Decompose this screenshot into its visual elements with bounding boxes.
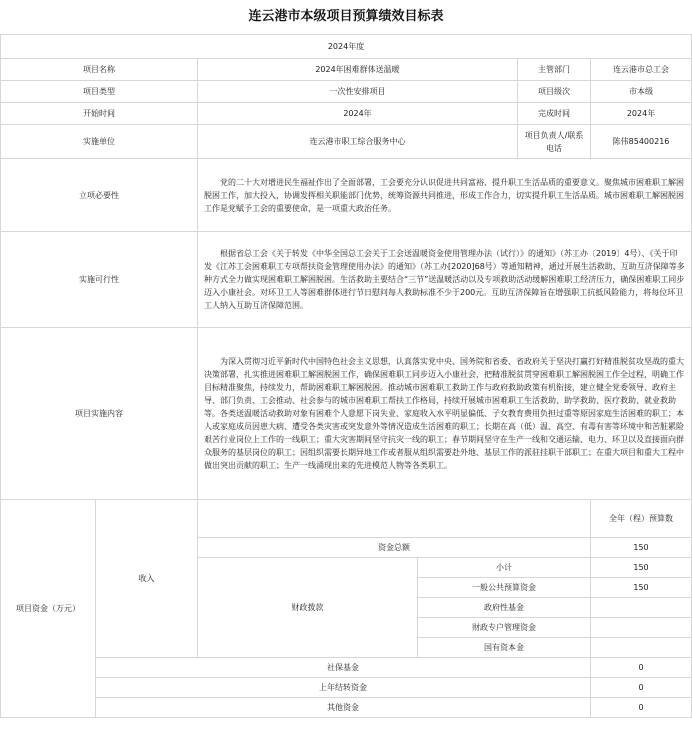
special-account-label: 财政专户管理资金 — [418, 618, 591, 638]
contact-value: 陈伟85400216 — [591, 125, 692, 159]
total-funds-value: 150 — [591, 538, 692, 558]
start-time-label: 开始时间 — [1, 103, 198, 125]
feasibility-label: 实施可行性 — [1, 232, 198, 328]
necessity-cell — [198, 159, 692, 232]
subtotal-label: 小计 — [418, 558, 591, 578]
gov-fund-label: 政府性基金 — [418, 598, 591, 618]
necessity-text: 党的二十大对增进民生福祉作出了全面部署，工会要充分认识促进共同富裕、提升职工生活品质的重要意义。聚焦城市困难职工解困脱困工作，加大投入，协调发挥相关职能部门优势，统筹资源共同推进，形成工作合力，切实提升职工生活品质。城市困难职工解困脱困工作是党赋予工会的重要使命，是一项重大政治任务。 — [204, 177, 684, 213]
unit-label: 实施单位 — [1, 125, 198, 159]
carryover-label: 上年结转资金 — [96, 678, 591, 698]
department-value: 连云港市总工会 — [591, 59, 692, 81]
content-cell — [198, 328, 692, 500]
department-label: 主管部门 — [518, 59, 591, 81]
page-title: 连云港市本级项目预算绩效目标表 — [248, 9, 444, 24]
project-level-label: 项目级次 — [518, 81, 591, 103]
subtotal-value: 150 — [591, 558, 692, 578]
contact-label: 项目负责人/联系电话 — [518, 125, 591, 159]
project-type-label: 项目类型 — [1, 81, 198, 103]
content-text: 为深入贯彻习近平新时代中国特色社会主义思想，认真落实党中央、国务院和省委、省政府关于坚决打赢打好精准脱贫攻坚战的重大决策部署，扎实推进困难职工解困脱困工作，确保困难职工同步迈入小康社会，把精准脱贫贯穿困难职工解困脱困工作全过程，明确工作目标精准聚焦，持续发力，帮助困难职工解困脱困。推动城市困难职工救助工作与政府救助政策有机衔接，建立健全党委领导、政府主导、部门负责、工会推动、社会参与的城市困难职工帮扶工作格局，持续开展城市困难职工生活救助、助学救助、医疗救助、就业救助等。各类送温暖活动救助对象有困难个人意愿下岗失业、家庭收入水平明显偏低、子女教育费用负担过重等原因家庭生活困难的职工；本人或家庭成员因患大病、遭受各类灾害或突发意外等情况造成生活困难的职工；长期在高（低）温、高空、有毒有害等环境中和苦脏累险艰苦行业岗位上工作的一线职工；重大灾害期间坚守抗灾一线的职工；春节期间坚守在生产一线和交通运输、电力、环卫以及直接面向群众服务的基层岗位的职工；因组织需要长期异地工作或者服从组织需要赴外地、基层工作的派驻挂职干部职工；在重大项目和重大工程中做出突出贡献的职工；生产一线涌现出来的先进模范人物等各类职工。 — [204, 357, 684, 470]
carryover-value: 0 — [591, 678, 692, 698]
other-funds-value: 0 — [591, 698, 692, 718]
special-account-value — [591, 618, 692, 638]
budget-table — [0, 34, 692, 718]
start-time-value: 2024年 — [198, 103, 518, 125]
social-security-value: 0 — [591, 658, 692, 678]
state-capital-value — [591, 638, 692, 658]
funds-header-blank — [198, 500, 591, 538]
annual-budget-header: 全年（程）预算数 — [591, 500, 692, 538]
feasibility-cell — [198, 232, 692, 328]
feasibility-text: 根据省总工会《关于转发《中华全国总工会关于工会送温暖资金使用管理办法（试行）》的通知》（苏工办〔2019〕4号）、《关于印发《江苏工会困难职工专项帮扶资金管理使用办法》的通知》（苏工办[2020]68号）等通知精神，通过开展生活救助、互助互济保障等多种方式全力做实现困难职工解困脱困。生活救助主要结合“三节”送温暖活动以及专项救助活动缓解困难职工经济压力，确保困难职工同步迈入小康社会。对环卫工人等困难群体进行节日慰问每人救助标准不少于200元。互助互济保障旨在增强职工抗抵风险能力，将每位环卫工人纳入互助互济保障范围。 — [204, 249, 685, 310]
funds-label: 项目资金（万元） — [1, 500, 96, 718]
unit-value: 连云港市职工综合服务中心 — [198, 125, 518, 159]
project-name-value: 2024年困难群体送温暖 — [198, 59, 518, 81]
total-funds-label: 资金总额 — [198, 538, 591, 558]
necessity-label: 立项必要性 — [1, 159, 198, 232]
fiscal-allocation-label: 财政拨款 — [198, 558, 418, 658]
content-label: 项目实施内容 — [1, 328, 198, 500]
year-cell: 2024年度 — [1, 35, 692, 59]
income-label: 收入 — [96, 500, 198, 658]
project-type-value: 一次性安排项目 — [198, 81, 518, 103]
end-time-label: 完成时间 — [518, 103, 591, 125]
gov-fund-value — [591, 598, 692, 618]
project-level-value: 市本级 — [591, 81, 692, 103]
end-time-value: 2024年 — [591, 103, 692, 125]
other-funds-label: 其他资金 — [96, 698, 591, 718]
social-security-label: 社保基金 — [96, 658, 591, 678]
state-capital-label: 国有资本金 — [418, 638, 591, 658]
general-budget-value: 150 — [591, 578, 692, 598]
project-name-label: 项目名称 — [1, 59, 198, 81]
general-budget-label: 一般公共预算资金 — [418, 578, 591, 598]
